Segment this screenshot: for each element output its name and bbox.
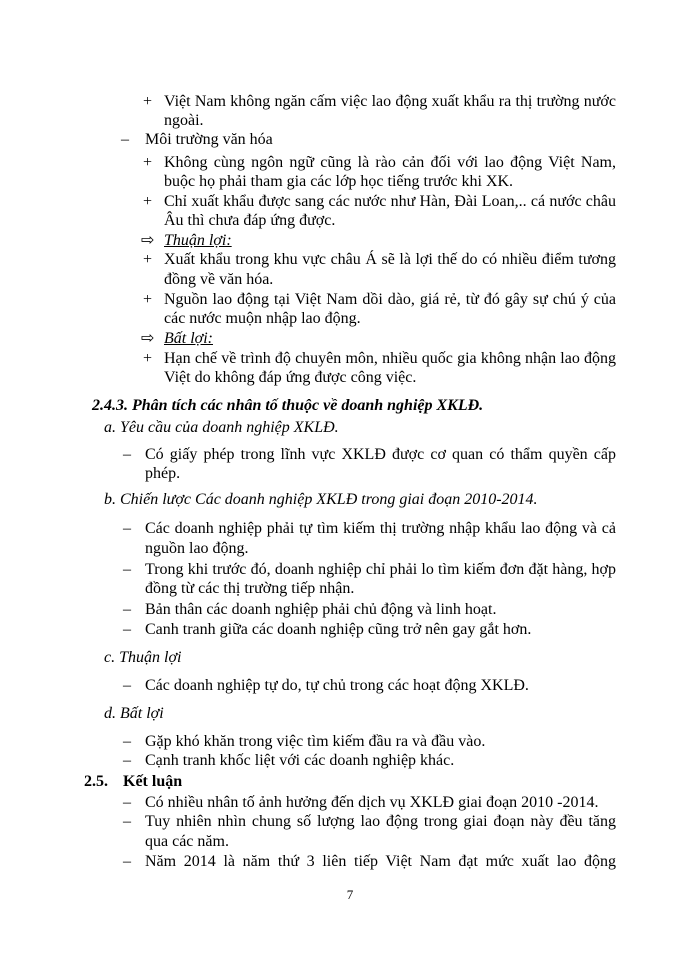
bullet-dash: – [123, 621, 131, 638]
page-number: 7 [346, 887, 354, 902]
bullet-dash: – [123, 794, 131, 811]
paragraph-line: ngoài. [164, 112, 204, 129]
paragraph-line: Bản thân các doanh nghiệp phải chủ động và linh hoạt. [145, 601, 497, 618]
bullet-dash: – [123, 752, 131, 769]
paragraph-line: Các doanh nghiệp phải tự tìm kiếm thị trường nhập khẩu lao động và cả [145, 520, 616, 537]
paragraph-line: Nguồn lao động tại Việt Nam dồi dào, giá rẻ, từ đó gây sự chú ý của [164, 291, 616, 308]
subheading-disadvantage: Bất lợi: [164, 330, 213, 347]
paragraph-line: Xuất khẩu trong khu vực châu Á sẽ là lợi thế do có nhiều điểm tương [164, 251, 616, 268]
bullet-plus: + [143, 251, 153, 268]
bullet-dash: – [121, 131, 129, 148]
bullet-dash: – [123, 853, 131, 870]
paragraph-line: Năm 2014 là năm thứ 3 liên tiếp Việt Nam đạt mức xuất lao động [145, 853, 616, 870]
bullet-dash: – [123, 561, 131, 578]
paragraph-line: Cạnh tranh khốc liệt với các doanh nghiệp khác. [145, 752, 455, 769]
bullet-plus: + [143, 350, 153, 367]
bullet-plus: + [143, 291, 153, 308]
bullet-dash: – [123, 446, 131, 463]
paragraph-line: Các doanh nghiệp tự do, tự chủ trong các hoạt động XKLĐ. [145, 677, 529, 694]
paragraph-line: Việt Nam không ngăn cấm việc lao động xuất khẩu ra thị trường nước [164, 93, 616, 110]
paragraph-line: nguồn lao động. [145, 540, 249, 557]
paragraph-line: Có giấy phép trong lĩnh vực XKLĐ được cơ quan có thẩm quyền cấp [145, 446, 616, 463]
paragraph-line: Có nhiều nhân tố ảnh hưởng đến dịch vụ XKLĐ giai đoạn 2010 -2014. [145, 794, 599, 811]
bullet-dash: – [123, 733, 131, 750]
bullet-dash: – [123, 813, 131, 830]
subheading-advantage: Thuận lợi: [164, 232, 232, 249]
paragraph-line: Âu thì chưa đáp ứng được. [164, 212, 336, 229]
subsection-heading-a: a. Yêu cầu của doanh nghiệp XKLĐ. [104, 419, 339, 436]
subsection-heading-c: c. Thuận lợi [104, 649, 182, 666]
section-number-2-5: 2.5. [84, 773, 108, 790]
paragraph-line: qua các năm. [145, 833, 229, 850]
paragraph-line: Việt do không đáp ứng được công việc. [164, 369, 417, 386]
subsection-heading-b: b. Chiến lược Các doanh nghiệp XKLĐ trong giai đoạn 2010-2014. [104, 491, 538, 508]
paragraph-line: Trong khi trước đó, doanh nghiệp chỉ phải lo tìm kiếm đơn đặt hàng, hợp [145, 561, 616, 578]
paragraph-line: các nước muộn nhập lao động. [164, 310, 361, 327]
paragraph-line: Chỉ xuất khẩu được sang các nước như Hàn, Đài Loan,.. cá nước châu [164, 193, 616, 210]
paragraph-line: phép. [145, 465, 181, 482]
bullet-dash: – [123, 677, 131, 694]
section-heading-2-5: Kết luận [123, 773, 183, 790]
bullet-plus: + [143, 93, 153, 110]
paragraph-line: Tuy nhiên nhìn chung số lượng lao động trong giai đoạn này đều tăng [145, 813, 616, 830]
paragraph-line: đồng về văn hóa. [164, 271, 274, 288]
bullet-dash: – [123, 520, 131, 537]
arrow-icon: ⇨ [141, 232, 155, 249]
paragraph-line: Không cùng ngôn ngữ cũng là rào cản đối với lao động Việt Nam, [164, 154, 616, 171]
bullet-dash: – [123, 601, 131, 618]
paragraph-line: Canh tranh giữa các doanh nghiệp cũng trở nên gay gắt hơn. [145, 621, 532, 638]
section-heading-2-4-3: 2.4.3. Phân tích các nhân tố thuộc về doanh nghiệp XKLĐ. [92, 397, 484, 414]
bullet-plus: + [143, 193, 153, 210]
bullet-plus: + [143, 154, 153, 171]
paragraph-line: buộc họ phải tham gia các lớp học tiếng trước khi XK. [164, 173, 514, 190]
subsection-heading-d: d. Bất lợi [104, 705, 164, 722]
paragraph-line: Gặp khó khăn trong việc tìm kiếm đầu ra và đầu vào. [145, 733, 486, 750]
paragraph-line: Môi trường văn hóa [145, 131, 273, 148]
arrow-icon: ⇨ [141, 330, 155, 347]
paragraph-line: Hạn chế về trình độ chuyên môn, nhiều quốc gia không nhận lao động [164, 350, 616, 367]
paragraph-line: đồng từ các thị trường tiếp nhận. [145, 580, 355, 597]
